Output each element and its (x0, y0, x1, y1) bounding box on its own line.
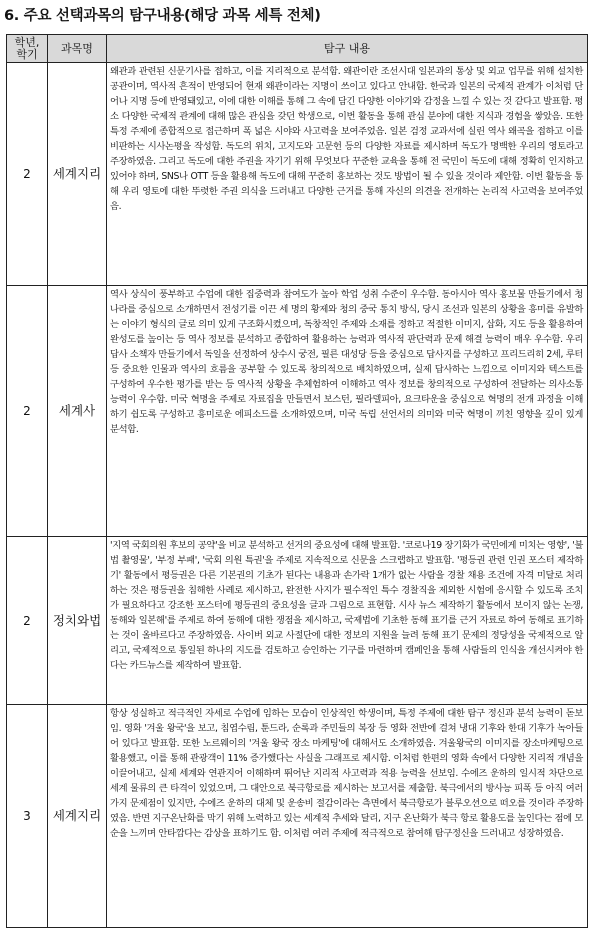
year-cell: 2 (7, 537, 48, 705)
subject-cell: 세계지리 (48, 705, 107, 928)
content-cell: 항상 성실하고 적극적인 자세로 수업에 임하는 모습이 인상적인 학생이며, 특정 주제에 대한 탐구 정신과 분석 능력이 돋보임. 영화 '겨울 왕국'을 보고, 침엽수림, 툰드라, 순록과 주민들의 복장 등 영화 전반에 걸쳐 냉대 기후와 한대 기후가 녹아들어 있다고 발표함. 또한 노르웨이의 '겨울 왕국 장소 마케팅'에 대해서도 소개하였음. 겨울왕국의 이미지를 장소마케팅으로 활용했고, 이를 통해 관광객이 11% 증가했다는 사실을 그래프로 제시함. 이처럼 한편의 영화 속에서 다양한 지리적 개념을 이끌어내고, 실제 세계와 연관지어 이해하며 뛰어난 지리적 사고력과 적용 능력을 선보임. 수에즈 운하의 일시적 차단으로 세계 물류의 큰 타격이 있었으며, 그 대안으로 북극항로를 제시하는 보고서를 제출함. 북극에서의 방사능 피폭 등 아직 여러가지 문제점이 있지만, 수에즈 운하의 대체 및 운송비 절감이라는 측면에서 북극항로가 블루오션으로 떠오를 것이라 주장하였음. 반면 지구온난화를 막기 위해 노력하고 있는 세계적 추세와 달리, 지구 온난화가 북극 항로 활용도를 높인다는 점에 모순을 느끼며 안타깝다는 감상을 표하기도 함. 이처럼 여러 주제에 적극적으로 참여해 탐구정신을 드러내고 성장하였음. (107, 705, 588, 928)
table-row (7, 63, 588, 286)
header-year-line2: 학기 (16, 47, 38, 61)
header-content: 탐구 내용 (107, 35, 588, 63)
content-cell: 역사 상식이 풍부하고 수업에 대한 집중력과 참여도가 높아 학업 성취 수준이 우수함. 동아시아 역사 홍보물 만들기에서 청나라를 중심으로 소개하면서 전성기를 이끈 세 명의 황제와 청의 중국 통치 방식, 당시 조선과 일본의 상황을 흥미를 유발하는 이야기 형식의 글로 의미 있게 구조화시켰으며, 독창적인 주제와 소재를 정하고 적절한 이미지, 삽화, 지도 등을 활용하여 완성도를 높이는 등 역사 정보를 분석하고 종합하여 활용하는 능력과 역사적 판단력과 문제 해결 능력이 매우 우수함. 우리 답사 소책자 만들기에서 독일을 선정하여 상수시 궁전, 필른 대성당 등을 중심으로 답사지를 구성하고 프리드리히 2세, 루터 등 중요한 인물과 역사의 흐름을 공부할 수 있도록 창의적으로 배치하였으며, 실제 답사하는 느낌으로 이미지와 텍스트를 구성하여 우수한 평가를 받는 등 역사적 상황을 추체험하여 이해하고 역사 정보를 창의적으로 구성하여 전달하는 의사소통 능력이 우수함. 미국 혁명을 주제로 자료집을 만들면서 보스턴, 필라델피아, 요크타운을 중심으로 혁명의 전개 과정을 이해하기 쉽도록 구성하고 흥미로운 에피소드를 소개하였으며, 미국 독립 선언서의 의미와 미국 혁명이 끼친 영향을 깊이 있게 분석함. (107, 286, 588, 537)
table-row (7, 537, 588, 705)
table-header-row (7, 35, 588, 63)
header-year-line1: 학년, (14, 35, 40, 49)
subject-cell: 세계지리 (48, 63, 107, 286)
year-cell: 2 (7, 63, 48, 286)
table-row (7, 286, 588, 537)
subject-cell: 정치와법 (48, 537, 107, 705)
header-year-semester (7, 35, 48, 63)
inquiry-table (6, 34, 588, 928)
content-cell: '지역 국회의원 후보의 공약'을 비교 분석하고 선거의 중요성에 대해 발표함. '코로나19 장기화가 국민에게 미치는 영향', '불법 촬영물', '부정 부패', '국회 의원 특권'을 주제로 지속적으로 신문을 스크랩하고 발표함. '평등권 관련 인권 포스터 제작하기' 활동에서 평등권은 다른 기본권의 기초가 된다는 내용과 손가락 1개가 없는 사람을 경찰 채용 조건에 자격 미달로 처리하는 것은 평등권을 침해한 사례로 제시하고, 완전한 사지가 필수적인 특수 경찰직을 제외한 시험에 응시할 수 있도록 조치가 필요하다고 강조한 포스터에 평등권의 중요성을 글과 그림으로 표현함. 시사 뉴스 제작하기 활동에서 보이지 않는 논쟁, 동해와 일본해'를 주제로 하여 동해에 대한 쟁점을 제시하고, 국제법에 기초한 동해 표기를 근거 자료로 하여 동해로 표기하는 것이 올바르다고 주장하였음. 사이버 외교 사절단에 대한 정보의 지원을 늘려 동해 표기 문제의 정당성을 국제적으로 알리고, 국제적으로 통일된 하나의 지도를 검토하고 승인하는 기구를 마련하며 캠페인을 통해 사람들의 인식을 개선시켜야 한다는 카드뉴스를 제작하여 발표함. (107, 537, 588, 705)
header-subject: 과목명 (48, 35, 107, 63)
table-row (7, 705, 588, 928)
year-cell: 2 (7, 286, 48, 537)
content-cell: 왜관과 관련된 신문기사를 접하고, 이를 지리적으로 분석함. 왜관이란 조선시대 일본과의 통상 및 외교 업무를 위해 설치한 공관이며, 역사적 흔적이 반영되어 현재 왜관이라는 지명이 쓰이고 있다고 안내함. 한국과 일본의 국제적 관계가 이처럼 단어나 지명 등에 반영돼있고, 이에 대한 이해를 통해 그 속에 담긴 다양한 이야기와 감정을 느낄 수 있는 것 같다고 발표함. 평소 다양한 국제적 관계에 대해 많은 관심을 갖던 학생으로, 이번 활동을 통해 관심 분야에 대한 지식과 경험을 쌓았음. 또한 특정 주제에 종합적으로 접근하며 폭 넓은 시야와 사고력을 보여주었음. 일본 검정 교과서에 실린 역사 왜곡을 접하고 이를 비판하는 시사논평을 작성함. 독도의 위치, 고지도와 고문헌 등의 다양한 자료를 제시하며 독도가 명백한 우리의 영토라고 주장하였음. 그리고 독도에 대한 주권을 자기기 위해 무엇보다 꾸준한 교육을 통해 전 국민이 독도에 대해 정확히 인지하고 있어야 하며, SNS나 OTT 등을 활용해 독도에 대해 꾸준히 홍보하는 것도 방법이 될 수 있을 것이라 제안함. 이번 활동을 통해 우리 영토에 대한 뚜렷한 주권 의식을 드러내고 다양한 근거를 통해 자신의 의견을 전개하는 논리적 사고력을 보여주었음. (107, 63, 588, 286)
subject-cell: 세계사 (48, 286, 107, 537)
page-title: 6. 주요 선택과목의 탐구내용(해당 과목 세특 전체) (4, 8, 321, 24)
year-cell: 3 (7, 705, 48, 928)
